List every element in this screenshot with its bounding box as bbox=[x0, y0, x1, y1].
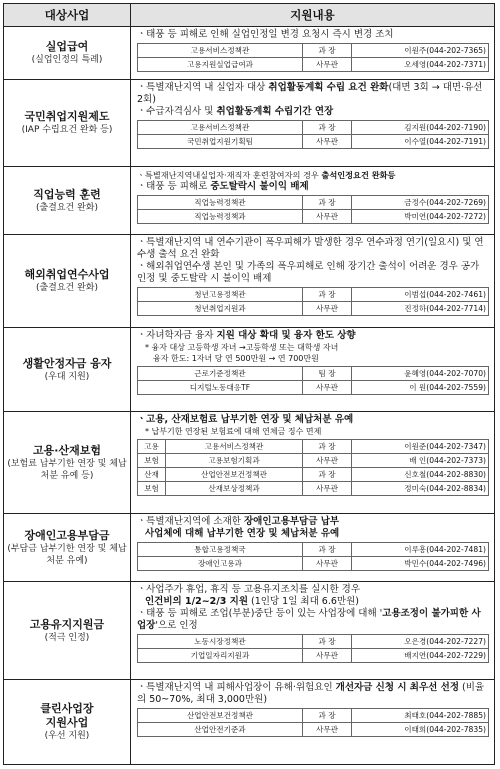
bullet-text: ㆍ특별재난지역 내 실업자 대상 bbox=[137, 82, 269, 93]
program-cell bbox=[4, 412, 131, 513]
bullet-emphasis: 인건비의 1/2~2/3 지원 bbox=[145, 596, 249, 607]
contact-person: 이원준(044-202-7347) bbox=[352, 440, 489, 454]
contact-position: 사무관 bbox=[302, 723, 351, 737]
contact-person: 오세영(044-202-7371) bbox=[352, 58, 489, 72]
table-row bbox=[4, 235, 494, 328]
bullet bbox=[137, 330, 489, 342]
contact-person: 이루흥(044-202-7481) bbox=[352, 543, 489, 557]
bullet-continuation bbox=[137, 596, 489, 608]
program-title: 클린사업장 bbox=[40, 702, 94, 715]
bullet-emphasis: 개선자금 신청 시 최우선 선정 bbox=[335, 682, 459, 693]
support-cell bbox=[131, 514, 494, 581]
note: 융자 한도: 1자녀 당 연 500만원 → 연 700만원 bbox=[153, 354, 319, 363]
contact-row bbox=[138, 58, 489, 72]
contact-row bbox=[138, 482, 489, 496]
program-title: 직업능력 훈련 bbox=[33, 187, 101, 201]
contact-position: 과 장 bbox=[302, 196, 351, 210]
support-cell bbox=[131, 412, 494, 513]
contact-position: 과 장 bbox=[302, 44, 351, 58]
program-subtitle: (우선 지원) bbox=[44, 731, 90, 741]
contact-dept: 국민취업지원기획팀 bbox=[138, 135, 303, 149]
bullet-emphasis: 취업활동계획 수립 요건 완화 bbox=[268, 82, 389, 93]
contact-person: 김지원(044-202-7190) bbox=[352, 121, 489, 135]
table-row bbox=[4, 412, 494, 514]
bullet-text: ㆍ특별재난지역 내 피해사업장이 유해·위험요인 bbox=[137, 682, 336, 693]
contact-dept: 고용서비스정책관 bbox=[138, 121, 303, 135]
program-title: 고용유지지원금 bbox=[29, 617, 105, 631]
contact-dept: 고용지원실업급여과 bbox=[138, 58, 303, 72]
contact-person: 이 원(044-202-7559) bbox=[352, 381, 489, 395]
program-cell bbox=[4, 167, 131, 234]
support-cell bbox=[131, 680, 494, 764]
bullet: ㆍ고용, 산재보험료 납부기한 연장 및 체납처분 유예 bbox=[137, 414, 354, 425]
bullet bbox=[137, 682, 489, 706]
contact-row bbox=[138, 367, 489, 381]
program-subtitle: (부담금 납부기한 연장 및 체납처분 유예) bbox=[7, 543, 127, 566]
program-subtitle: (보험료 납부기한 연장 및 체납처분 유예 등) bbox=[7, 458, 127, 481]
program-subtitle: (출결요건 완화) bbox=[35, 202, 99, 213]
bullet-emphasis: 지원 대상 확대 및 융자 한도 상향 bbox=[216, 330, 356, 341]
bullet-text: ㆍ수급자격심사 및 bbox=[137, 106, 217, 117]
contact-person: 진정하(044-202-7714) bbox=[352, 302, 489, 316]
contact-dept: 산업안전기준과 bbox=[138, 723, 303, 737]
program-cell bbox=[4, 514, 131, 581]
bullet: ㆍ태풍 등 피해로 인해 실업인정일 변경 요청시 즉시 변경 조치 bbox=[137, 29, 394, 40]
contact-row bbox=[138, 709, 489, 723]
contact-dept: 고용서비스정책관 bbox=[166, 440, 303, 454]
bullet-text: ㆍ특별재난지역에 소재한 bbox=[137, 516, 244, 527]
note: * 납부기한 연장된 보험료에 대해 연체금 징수 면제 bbox=[145, 427, 322, 436]
contact-row bbox=[138, 44, 489, 58]
contact-row bbox=[138, 288, 489, 302]
contact-table bbox=[137, 634, 489, 663]
contact-position: 사무관 bbox=[302, 454, 351, 468]
contact-position: 사무관 bbox=[302, 135, 351, 149]
bullet-text: ㆍ태풍 등 피해로 조업(부분)중단 등이 있는 사업장에 대해 ' bbox=[137, 608, 383, 619]
contact-person: 이원주(044-202-7365) bbox=[352, 44, 489, 58]
contact-person: 정미숙(044-202-8834) bbox=[352, 482, 489, 496]
contact-person: 배 인(044-202-7373) bbox=[352, 454, 489, 468]
contact-person: 이수열(044-202-7191) bbox=[352, 135, 489, 149]
support-table bbox=[3, 3, 495, 765]
table-row bbox=[4, 514, 494, 582]
contact-person: 금정수(044-202-7269) bbox=[352, 196, 489, 210]
contact-position: 과 장 bbox=[302, 635, 351, 649]
support-cell bbox=[131, 80, 494, 166]
contact-position: 사무관 bbox=[302, 302, 351, 316]
bullet-continuation: 사업체에 대해 납부기한 연장 및 체납처분 유예 bbox=[145, 528, 340, 539]
contact-dept: 직업능력정책관 bbox=[138, 196, 303, 210]
table-row bbox=[4, 167, 494, 235]
bullet: ㆍ사업주가 휴업, 휴직 등 고용유지조치를 실시한 경우 bbox=[137, 584, 361, 595]
contact-dept: 산업안전보건정책관 bbox=[138, 709, 303, 723]
program-cell bbox=[4, 582, 131, 679]
program-cell bbox=[4, 27, 131, 79]
bullet bbox=[137, 181, 489, 193]
contact-row bbox=[138, 196, 489, 210]
bullet-emphasis: 고용조정이 불가피한 사업장 bbox=[137, 608, 481, 631]
program-cell bbox=[4, 80, 131, 166]
contact-dept: 청년취업지원과 bbox=[138, 302, 303, 316]
contact-table bbox=[137, 120, 489, 149]
contact-position: 사무관 bbox=[302, 557, 351, 571]
contact-dept: 고용보험기획과 bbox=[166, 454, 303, 468]
program-cell bbox=[4, 328, 131, 411]
program-subtitle: (우대 지원) bbox=[44, 371, 90, 382]
contact-row bbox=[138, 135, 489, 149]
contact-position: 과 장 bbox=[302, 543, 351, 557]
table-row bbox=[4, 328, 494, 412]
note: * 융자 대상 고등학생 자녀 →고등학생 또는 대학생 자녀 bbox=[145, 343, 339, 352]
table-row bbox=[4, 27, 494, 80]
bullet-text: ㆍ특별재난지역내실업자·재직자 훈련참여자의 경우 bbox=[137, 170, 322, 180]
contact-dept: 고용서비스정책관 bbox=[138, 44, 303, 58]
program-title: 국민취업지원제도 bbox=[24, 110, 110, 123]
bullet bbox=[137, 169, 489, 181]
bullet-emphasis: 취업활동계획 수립기간 연장 bbox=[216, 106, 334, 117]
support-cell bbox=[131, 235, 494, 327]
program-cell bbox=[4, 680, 131, 764]
contact-person: 이태희(044-202-7835) bbox=[352, 723, 489, 737]
contact-row bbox=[138, 381, 489, 395]
contact-row bbox=[138, 723, 489, 737]
contact-position: 사무관 bbox=[302, 482, 351, 496]
contact-row bbox=[138, 121, 489, 135]
contact-table bbox=[137, 439, 489, 496]
contact-person: 박민수(044-202-7496) bbox=[352, 557, 489, 571]
bullet bbox=[137, 516, 489, 528]
contact-row bbox=[138, 210, 489, 224]
support-cell bbox=[131, 582, 494, 679]
program-title: 실업급여 bbox=[45, 40, 89, 53]
header-support-content: 지원내용 bbox=[290, 8, 335, 22]
contact-table bbox=[137, 366, 489, 395]
contact-table bbox=[137, 43, 489, 72]
program-title: 장애인고용부담금 bbox=[24, 528, 110, 542]
bullet bbox=[137, 608, 489, 632]
contact-row bbox=[138, 440, 489, 454]
contact-dept: 통합고용정책국 bbox=[138, 543, 303, 557]
bullet bbox=[137, 106, 489, 118]
contact-row bbox=[138, 302, 489, 316]
contact-dept: 장애인고용과 bbox=[138, 557, 303, 571]
contact-position: 과 장 bbox=[302, 121, 351, 135]
contact-person: 박미연(044-202-7272) bbox=[352, 210, 489, 224]
program-subtitle: (IAP 수립요건 완화 등) bbox=[21, 125, 113, 135]
header-target-program: 대상사업 bbox=[4, 4, 131, 26]
support-cell bbox=[131, 167, 494, 234]
contact-position: 과 장 bbox=[302, 468, 351, 482]
bullet-text: ㆍ태풍 등 피해로 bbox=[137, 181, 211, 192]
contact-position: 사무관 bbox=[302, 58, 351, 72]
program-title-line2: 지원사업 bbox=[45, 716, 89, 729]
contact-table bbox=[137, 708, 489, 737]
contact-row bbox=[138, 635, 489, 649]
table-row bbox=[4, 582, 494, 680]
bullet-emphasis: 중도탈락시 불이익 배제 bbox=[210, 181, 309, 192]
contact-position: 과 장 bbox=[302, 709, 351, 723]
contact-position: 사무관 bbox=[302, 649, 351, 663]
contact-dept: 노동시장정책관 bbox=[138, 635, 303, 649]
contact-row bbox=[138, 557, 489, 571]
bullet-text: (비율의 50~70%, 최대 3,000만원) bbox=[137, 682, 485, 705]
contact-group: 고용 bbox=[138, 440, 166, 454]
bullet-emphasis: 출석인정요건 완화등 bbox=[321, 170, 396, 180]
contact-dept: 기업일자리지원과 bbox=[138, 649, 303, 663]
contact-person: 최태호(044-202-7885) bbox=[352, 709, 489, 723]
bullet: ㆍ해외취업연수생 본인 및 가족의 폭우피해로 인해 장기간 출석이 어려운 경우 공가 인정 및 중도탈락 시 불이익 배제 bbox=[137, 261, 480, 284]
contact-position: 과 장 bbox=[302, 440, 351, 454]
contact-row bbox=[138, 649, 489, 663]
contact-table bbox=[137, 287, 489, 316]
contact-row bbox=[138, 468, 489, 482]
contact-person: 이범섭(044-202-7461) bbox=[352, 288, 489, 302]
program-title: 고용·산재보험 bbox=[33, 443, 101, 457]
contact-row bbox=[138, 454, 489, 468]
table-row bbox=[4, 680, 494, 764]
contact-position: 과 장 bbox=[302, 288, 351, 302]
program-subtitle: (출결요건 완화) bbox=[35, 283, 99, 293]
program-title: 해외취업연수사업 bbox=[24, 268, 110, 281]
bullet-text: ㆍ자녀학자금 융자 bbox=[137, 330, 217, 341]
contact-person: 윤혜영(044-202-7070) bbox=[352, 367, 489, 381]
contact-position: 팀 장 bbox=[302, 367, 351, 381]
bullet-text: (대면 3회 → 대면·유선 2회) bbox=[137, 82, 483, 105]
program-title: 생활안정자금 융자 bbox=[22, 356, 112, 370]
table-header bbox=[4, 4, 494, 27]
contact-dept: 산업안전보건정책관 bbox=[166, 468, 303, 482]
contact-group: 보험 bbox=[138, 482, 166, 496]
contact-position: 사무관 bbox=[302, 210, 351, 224]
table-row bbox=[4, 80, 494, 167]
support-cell bbox=[131, 27, 494, 79]
support-cell bbox=[131, 328, 494, 411]
contact-person: 오은경(044-202-7227) bbox=[352, 635, 489, 649]
contact-dept: 근로기준정책관 bbox=[138, 367, 303, 381]
contact-person: 신호철(044-202-8830) bbox=[352, 468, 489, 482]
program-cell bbox=[4, 235, 131, 327]
contact-row bbox=[138, 543, 489, 557]
bullet bbox=[137, 82, 489, 106]
contact-group: 산재 bbox=[138, 468, 166, 482]
contact-person: 배지연(044-202-7229) bbox=[352, 649, 489, 663]
contact-table bbox=[137, 195, 489, 224]
bullet-emphasis: 장애인고용부담금 납부 bbox=[244, 516, 340, 527]
contact-group: 보험 bbox=[138, 454, 166, 468]
program-subtitle: (실업인정의 특례) bbox=[31, 55, 103, 65]
contact-dept: 디지털노동대응TF bbox=[138, 381, 303, 395]
bullet-text: '으로 인정 bbox=[155, 620, 198, 631]
bullet-text: (1인당 1일 최대 6.6만원) bbox=[248, 596, 359, 607]
bullet: ㆍ특별재난지역 내 연수기관이 폭우피해가 발생한 경우 연수과정 연기(일요시) 및 연수생 출석 요건 완화 bbox=[137, 237, 484, 260]
contact-dept: 청년고용정책관 bbox=[138, 288, 303, 302]
contact-table bbox=[137, 542, 489, 571]
program-subtitle: (적극 인정) bbox=[44, 632, 90, 643]
contact-dept: 산재보상정책과 bbox=[166, 482, 303, 496]
contact-position: 사무관 bbox=[302, 381, 351, 395]
contact-dept: 직업능력정책과 bbox=[138, 210, 303, 224]
